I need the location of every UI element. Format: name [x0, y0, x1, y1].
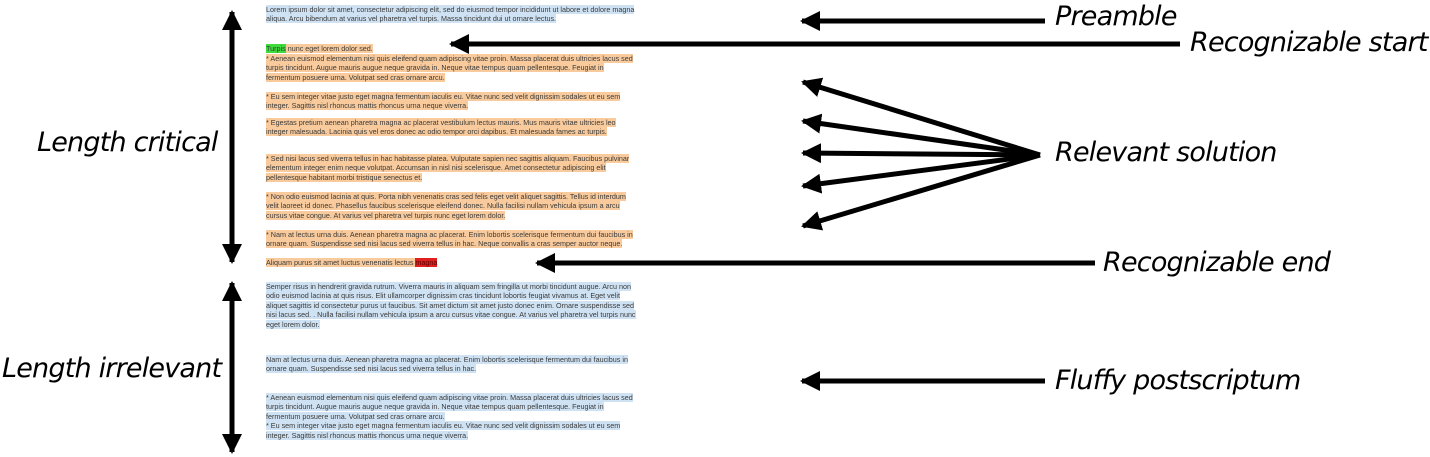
- recognizable-end-label: Recognizable end: [1103, 247, 1331, 278]
- postscript-highlight: * Aenean euismod elementum nisi quis eleifend quam adipiscing vitae proin. Massa placerat duis ultricies lacus sed turpis tincidunt. Augue mauris augue neque gravida in. Neque vitae tempus quam pellentesque. Feugiat in fermentum posuere urna. Volutpat sed cras ornare arcu. * Eu sem integer vitae justo eget magna fermentum iaculis eu. Vitae nunc sed velit dignissim sodales ut eu sem integer. Sagittis nisl rhoncus mattis rhoncus urna neque viverra.: [266, 393, 633, 440]
- solution-highlight: * Aenean euismod elementum nisi quis eleifend quam adipiscing vitae proin. Massa placerat duis ultricies lacus sed turpis tincidunt. Augue mauris augue neque gravida in. Neque vitae tempus quam pellentesque. Feugiat in fermentum posuere urna. Volutpat sed cras ornare arcu.: [266, 54, 633, 82]
- start-marker: Turpis: [266, 44, 286, 53]
- solution-highlight: * Egestas pretium aenean pharetra magna ac placerat vestibulum lectus mauris. Mus mauris vitae ultricies leo integer malesuada. Lacinia quis vel eros donec ac odio tempor orci dapibus. Et malesuada fames ac turpis.: [266, 118, 616, 137]
- relevant-solution-arrow-3: [803, 153, 1040, 155]
- start-line-rest: nunc eget lorem dolor sed.: [285, 44, 373, 53]
- relevant-solution-arrow-1: [803, 82, 1040, 155]
- preamble-label: Preamble: [1055, 1, 1177, 32]
- solution-highlight: * Eu sem integer vitae justo eget magna fermentum iaculis eu. Vitae nunc sed velit dignissim sodales ut eu sem integer. Sagittis nisl rhoncus mattis rhoncus urna neque viverra.: [266, 92, 621, 111]
- postscript-highlight: Nam at lectus urna duis. Aenean pharetra magna ac placerat. Enim lobortis scelerisque fermentum dui faucibus in ornare quam. Suspendisse sed nisi lacus sed viverra tellus in hac.: [266, 355, 628, 374]
- length-irrelevant-label: Length irrelevant: [2, 353, 222, 384]
- fluffy-postscriptum-label: Fluffy postscriptum: [1055, 365, 1301, 396]
- relevant-solution-arrow-4: [803, 155, 1040, 186]
- preamble-highlight: Lorem ipsum dolor sit amet, consectetur adipiscing elit, sed do eiusmod tempor incididunt ut labore et dolore magna aliqua. Arcu bibendum at varius vel pharetra vel turpis. Massa tincidunt dui ut ornare lectus.: [266, 5, 635, 24]
- length-critical-label: Length critical: [37, 127, 218, 158]
- end-line-rest: Aliquam purus sit amet luctus venenatis lectus: [266, 258, 416, 267]
- relevant-solution-arrow-5: [803, 155, 1040, 226]
- solution-highlight: * Nam at lectus urna duis. Aenean pharetra magna ac placerat. Enim lobortis scelerisque fermentum dui faucibus in ornare quam. Suspendisse sed nisi lacus sed viverra tellus in hac. Neque convallis a cras semper auctor neque.: [266, 230, 633, 249]
- relevant-solution-arrow-2: [803, 121, 1040, 155]
- postscript-highlight: Semper risus in hendrerit gravida rutrum. Viverra mauris in aliquam sem fringilla ut morbi tincidunt augue. Arcu non odio euismod lacinia at quis risus. Elit ullamcorper dignissim cras tincidunt lobortis feugiat vivamus at. Eget velit aliquet sagittis id consectetur purus ut faucibus. Sit amet dictum sit amet justo donec enim. Ornare suspendisse sed nisi lacus sed. . Nulla facilisi nullam vehicula ipsum a arcu cursus vitae congue. At varius vel pharetra vel turpis nunc eget lorem dolor.: [266, 282, 636, 329]
- end-marker: magna: [415, 258, 438, 267]
- relevant-solution-label: Relevant solution: [1055, 137, 1277, 168]
- solution-highlight: * Non odio euismod lacinia at quis. Porta nibh venenatis cras sed felis eget velit aliquet sagittis. Tellus id interdum velit laoreet id donec. Phasellus faucibus scelerisque eleifend donec. Nulla facilisi nullam vehicula ipsum a arcu cursus vitae congue. At varius vel pharetra vel turpis nunc eget lorem dolor.: [266, 192, 626, 220]
- recognizable-start-label: Recognizable start: [1190, 27, 1428, 58]
- solution-highlight: * Sed nisi lacus sed viverra tellus in hac habitasse platea. Vulputate sapien nec sagittis aliquam. Faucibus pulvinar elementum integer enim neque volutpat. Accumsan in nisl nisi scelerisque. Amet consectetur adipiscing elit pellentesque habitant morbi tristique senectus et.: [266, 154, 630, 182]
